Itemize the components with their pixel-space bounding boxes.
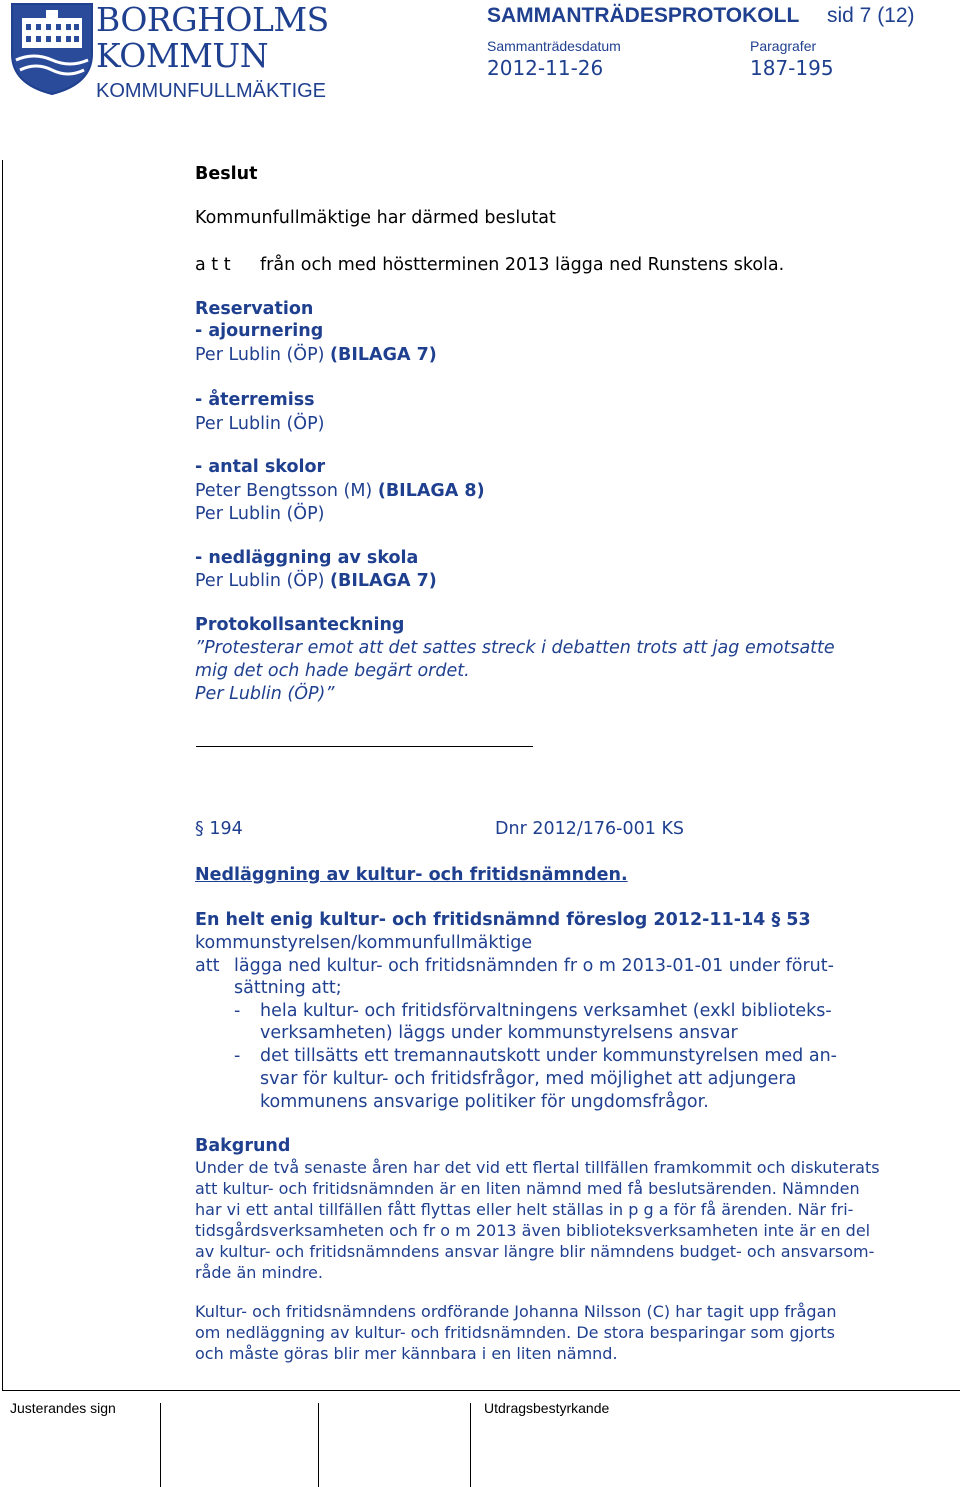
signature-box-divider — [160, 1403, 161, 1487]
org-name-line1: BORGHOLMS — [96, 0, 329, 39]
signature-box-divider — [318, 1403, 319, 1487]
beslut-intro: Kommunfullmäktige har därmed beslutat — [195, 208, 556, 228]
bullet-dash: - — [234, 1046, 241, 1066]
reservation-topic: - återremiss — [195, 390, 315, 410]
footer-rule — [2, 1390, 960, 1391]
text-line: Under de två senaste åren har det vid ett flertal tillfällen framkommit och diskuterats — [195, 1158, 880, 1177]
text-line: Kultur- och fritidsnämndens ordförande Johanna Nilsson (C) har tagit upp frågan — [195, 1302, 837, 1321]
att-label: att — [195, 956, 220, 976]
reservation-member — [195, 344, 437, 366]
text-line: av kultur- och fritidsnämndens ansvar längre blir nämndens budget- och ansvarsom- — [195, 1242, 875, 1261]
bullet-line: svar för kultur- och fritidsfrågor, med möjlighet att adjungera — [260, 1069, 797, 1089]
member-name: Per Lublin (ÖP) — [195, 345, 325, 365]
signature-box-divider — [470, 1403, 471, 1487]
paragraphs-value: 187-195 — [750, 56, 834, 80]
bilaga-ref: (BILAGA 8) — [377, 481, 485, 501]
bullet-line: det tillsätts ett tremannautskott under kommunstyrelsen med an- — [260, 1046, 837, 1066]
protokoll-signature: Per Lublin (ÖP)” — [195, 684, 335, 704]
item-title: Nedläggning av kultur- och fritidsnämnden. — [195, 865, 628, 885]
reservation-topic: - ajournering — [195, 321, 324, 341]
reservation-topic: - nedläggning av skola — [195, 548, 419, 568]
beslut-att: a t t — [195, 255, 231, 275]
dnr: Dnr 2012/176-001 KS — [495, 819, 685, 839]
text-line: råde än mindre. — [195, 1263, 323, 1282]
bilaga-ref: (BILAGA 7) — [330, 571, 437, 591]
att-line2: sättning att; — [234, 978, 342, 998]
document-title: SAMMANTRÄDESPROTOKOLL — [487, 4, 800, 27]
reservation-member — [195, 570, 437, 592]
org-name-line2: KOMMUN — [96, 36, 269, 75]
bakgrund-paragraph-1 — [195, 1157, 880, 1283]
bakgrund-paragraph-2 — [195, 1301, 837, 1364]
reservation-member: Per Lublin (ÖP) — [195, 504, 325, 524]
sign-label: Justerandes sign — [10, 1400, 116, 1416]
reservation-topic: - antal skolor — [195, 457, 326, 477]
bullet-line: kommunens ansvarige politiker för ungdomsfrågor. — [260, 1092, 709, 1112]
meeting-date-value: 2012-11-26 — [487, 56, 604, 80]
protokoll-quote-line2: mig det och hade begärt ordet. — [195, 661, 470, 681]
page-number: sid 7 (12) — [827, 4, 915, 27]
paragraphs-label: Paragrafer — [750, 38, 817, 54]
bullet-line: hela kultur- och fritidsförvaltningens verksamhet (exkl biblioteks- — [260, 1001, 832, 1021]
reservation-heading: Reservation — [195, 299, 314, 319]
att-line1: lägga ned kultur- och fritidsnämnden fr o m 2013-01-01 under förut- — [234, 956, 834, 976]
protokoll-quote-line1: ”Protesterar emot att det sattes streck i debatten trots att jag emotsatte — [195, 638, 835, 658]
meeting-date-label: Sammanträdesdatum — [487, 38, 621, 54]
member-name: Per Lublin (ÖP) — [195, 571, 325, 591]
org-body: KOMMUNFULLMÄKTIGE — [96, 80, 327, 102]
text-line: och måste göras blir mer kännbara i en liten nämnd. — [195, 1344, 618, 1363]
bullet-line: verksamheten) läggs under kommunstyrelsens ansvar — [260, 1023, 738, 1043]
reservation-member: Per Lublin (ÖP) — [195, 414, 325, 434]
proposal-line2: kommunstyrelsen/kommunfullmäktige — [195, 933, 533, 953]
bakgrund-heading: Bakgrund — [195, 1136, 291, 1156]
reservation-member — [195, 480, 485, 502]
text-line: tidsgårdsverksamheten och fr o m 2013 även biblioteksverksamheten inte är en del — [195, 1221, 871, 1240]
separator-line — [196, 746, 533, 747]
extract-label: Utdragsbestyrkande — [484, 1400, 610, 1416]
municipal-crest-icon — [10, 2, 94, 96]
text-line: om nedläggning av kultur- och fritidsnämnden. De stora besparingar som gjorts — [195, 1323, 835, 1342]
beslut-heading: Beslut — [195, 164, 258, 184]
beslut-decision: från och med höstterminen 2013 lägga ned Runstens skola. — [260, 255, 785, 275]
section-number: § 194 — [195, 819, 243, 839]
bilaga-ref: (BILAGA 7) — [330, 345, 437, 365]
left-margin-line — [2, 160, 3, 1390]
protokoll-heading: Protokollsanteckning — [195, 615, 405, 635]
text-line: har vi ett antal tillfällen fått flyttas eller helt ställas in p g a för få ärenden. När fri- — [195, 1200, 854, 1219]
text-line: att kultur- och fritidsnämnden är en liten nämnd med få beslutsärenden. Nämnden — [195, 1179, 860, 1198]
bullet-dash: - — [234, 1001, 241, 1021]
member-name: Peter Bengtsson (M) — [195, 481, 373, 501]
proposal-line1: En helt enig kultur- och fritidsnämnd föreslog 2012-11-14 § 53 — [195, 910, 811, 930]
